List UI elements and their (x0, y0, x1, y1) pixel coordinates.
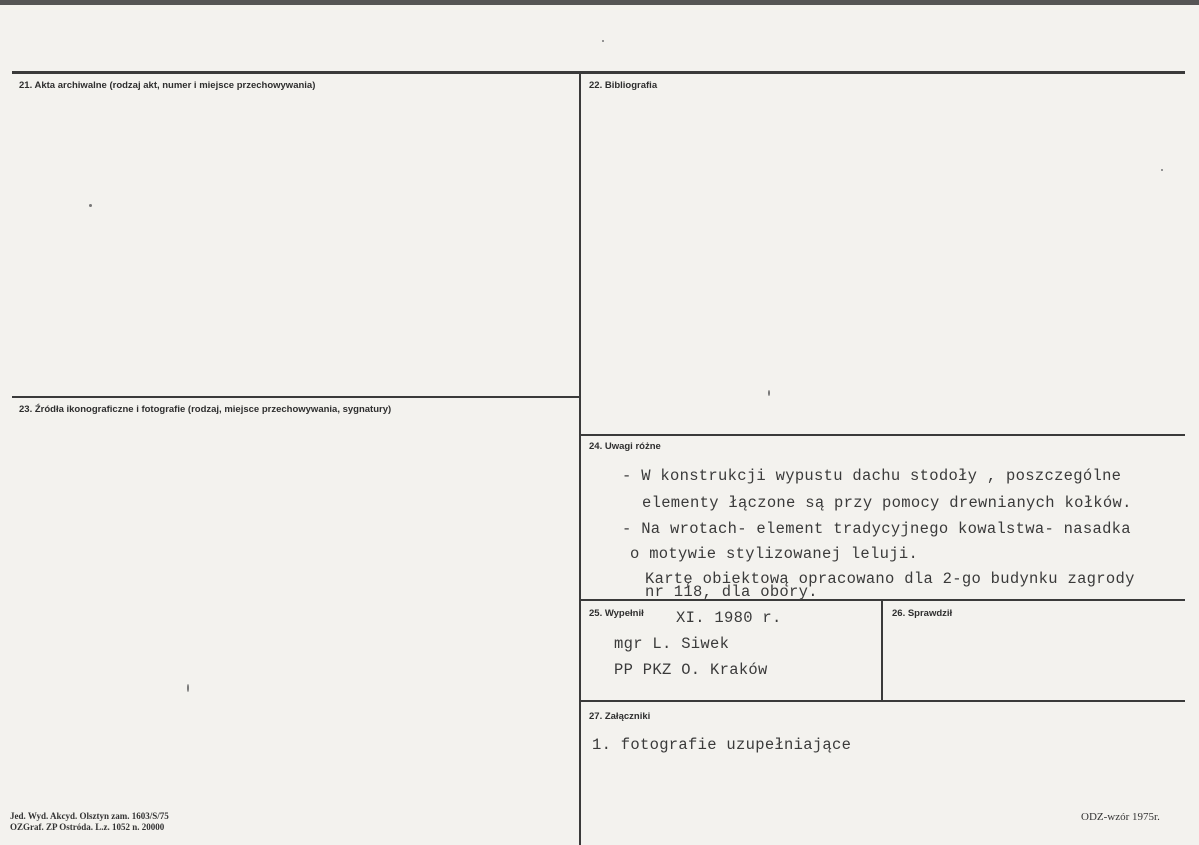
section-27-label: 27. Załączniki (589, 711, 651, 722)
remarks-line-6: nr 118, dla obory. (645, 583, 818, 601)
section-23-label: 23. Źródła ikonograficzne i fotografie (rodzaj, miejsce przechowywania, sygnatury) (19, 404, 392, 415)
section-24-label: 24. Uwagi różne (589, 441, 661, 452)
remarks-line-5: Kartę obiektową opracowano dla 2-go budynku zagrody (645, 570, 1135, 588)
section-21-label: 21. Akta archiwalne (rodzaj akt, numer i miejsce przechowywania) (19, 80, 316, 91)
center-divider (579, 73, 581, 845)
paper-speck (602, 40, 604, 42)
remarks-line-2: elementy łączone są przy pomocy drewnianych kołków. (642, 494, 1132, 512)
top-edge (0, 0, 1199, 5)
section-26-label: 26. Sprawdził (892, 608, 953, 619)
section-25-label: 25. Wypełnił (589, 608, 644, 619)
divider-25-26 (881, 600, 883, 701)
paper-speck (187, 684, 189, 692)
section-22-label: 22. Bibliografia (589, 80, 658, 91)
remarks-line-3: - Na wrotach- element tradycyjnego kowalstwa- nasadka (622, 520, 1131, 538)
paper-speck (768, 390, 770, 396)
rule-25-27 (580, 700, 1185, 702)
rule-21-23 (12, 396, 580, 398)
printer-info-line-2: OZGraf. ZP Ostróda. L.z. 1052 n. 20000 (10, 822, 165, 832)
filled-by-name: mgr L. Siwek (614, 635, 730, 653)
printer-info-line-1: Jed. Wyd. Akcyd. Olsztyn zam. 1603/S/75 (10, 811, 169, 821)
filled-date: XI. 1980 r. (676, 609, 782, 627)
form-identifier: ODZ-wzór 1975r. (1081, 811, 1160, 823)
rule-22-24 (580, 434, 1185, 436)
attachment-item-1: 1. fotografie uzupełniające (592, 736, 852, 754)
paper-speck (1161, 169, 1163, 171)
top-rule (12, 71, 1185, 74)
paper-speck (89, 204, 92, 207)
remarks-line-4: o motywie stylizowanej leluji. (630, 545, 919, 563)
filled-by-institution: PP PKZ O. Kraków (614, 661, 768, 679)
remarks-line-1: - W konstrukcji wypustu dachu stodoły , poszczególne (622, 467, 1122, 485)
